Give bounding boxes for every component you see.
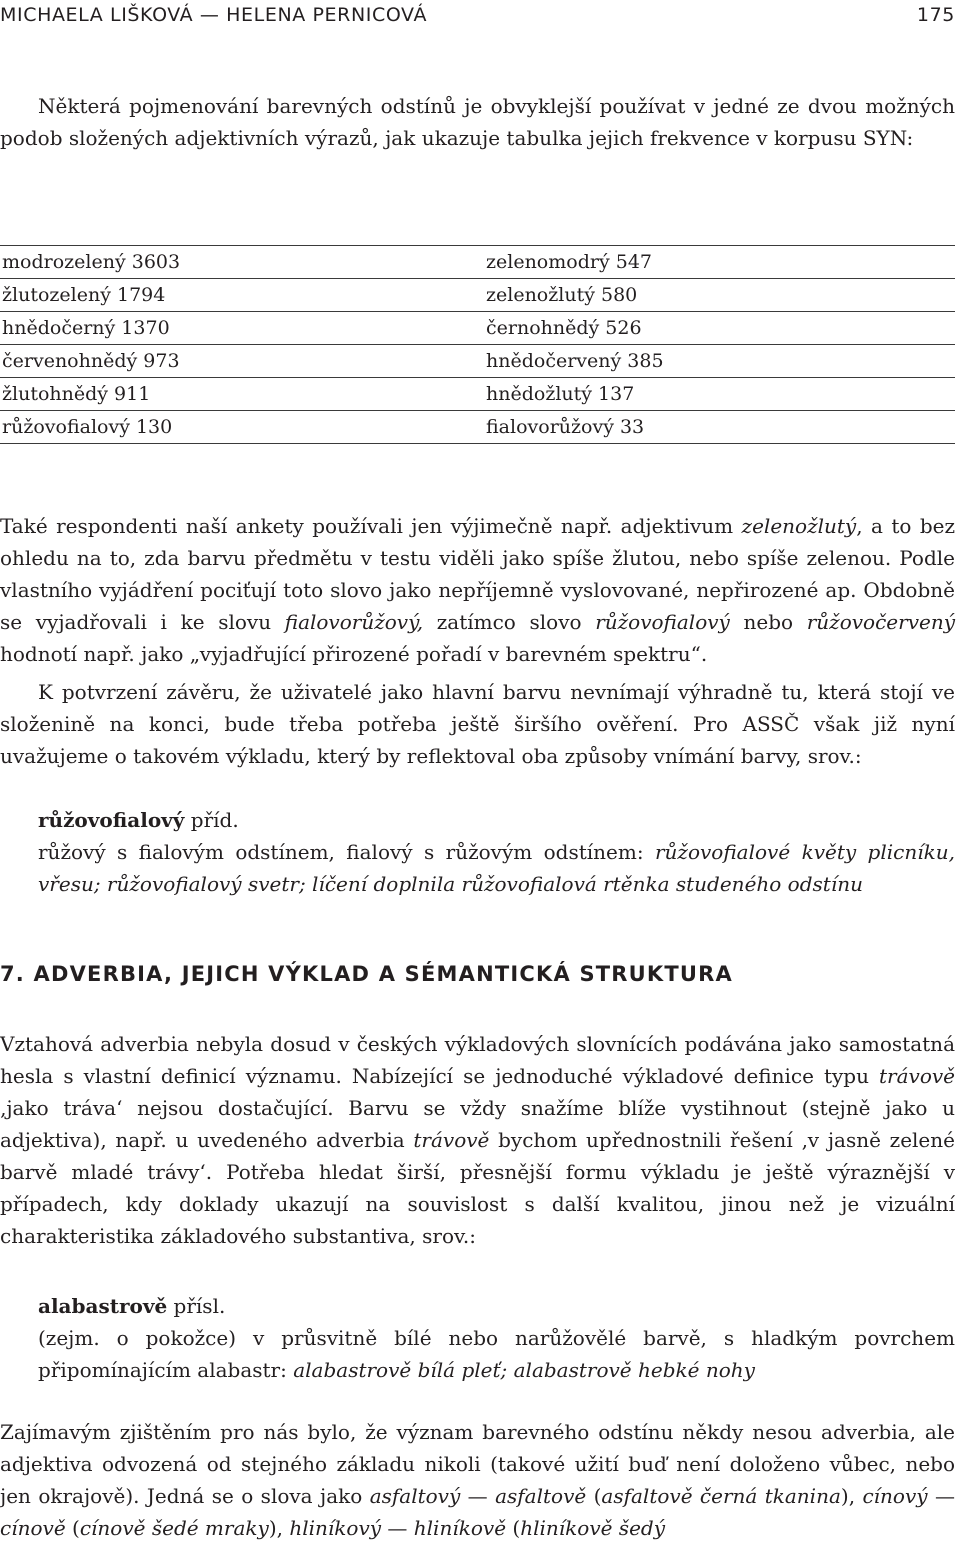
table-row bbox=[0, 312, 955, 345]
table-row bbox=[0, 378, 955, 411]
entry-headword: růžovofialový bbox=[38, 808, 185, 832]
page-number: 175 bbox=[916, 4, 955, 26]
entry-definition: (zejm. o pokožce) v průsvitně bílé nebo narůžovělé barvě, s hladkým povrchem připomínajícím alabastr: alabastrově bílá pleť; alabastrově hebké nohy bbox=[38, 1326, 955, 1382]
section-heading: 7. ADVERBIA, JEJICH VÝKLAD A SÉMANTICKÁ STRUKTURA bbox=[0, 962, 733, 986]
table-cell: hnědožlutý 137 bbox=[484, 378, 955, 411]
entry-definition: růžový s fialovým odstínem, fialový s růžovým odstínem: růžovofialové květy plicníku, vřesu; růžovofialový svetr; líčení doplnila růžovofialová rtěnka studeného odstínu bbox=[38, 840, 955, 896]
table-cell: žlutohnědý 911 bbox=[0, 378, 484, 411]
entry-headword: alabastrově bbox=[38, 1294, 168, 1318]
table-cell: hnědočerný 1370 bbox=[0, 312, 484, 345]
running-header bbox=[0, 2, 955, 30]
paragraph-adverbia: Vztahová adverbia nebyla dosud v českých výkladových slovnících podávána jako samostatná hesla s vlastní definicí významu. Nabízející se jednoduché výkladové definice typu trávově ‚jako tráva‘ nejsou dostačující. Barvu se vždy snažíme blíže vystihnout (stejně jako u adjektiva), např. u uvedeného adverbia trávově bychom upřednostnili řešení ‚v jasně zelené barvě mladé trávy‘. Potřeba hledat širší, přesnější formu výkladu je ještě výraznější v případech, kdy doklady ukazují na souvislost s další kvalitou, jinou než je vizuální charakteristika základového substantiva, srov.: bbox=[0, 1032, 955, 1248]
entry-headword-line bbox=[38, 1290, 955, 1322]
table-row bbox=[0, 246, 955, 279]
running-header-authors: MICHAELA LIŠKOVÁ — HELENA PERNICOVÁ bbox=[0, 4, 428, 26]
paragraph-respondents: Také respondenti naší ankety používali jen výjimečně např. adjektivum zelenožlutý, a to bez ohledu na to, zda barvu předmětu v testu viděli jako spíše žlutou, nebo spíše zelenou. Podle vlastního vyjádření pociťují toto slovo jako nepříjemně vyslovované, nepřirozené ap. Obdobně se vyjadřovali i ke slovu fialovorůžový, zatímco slovo růžovofialový nebo růžovočervený hodnotí např. jako „vyjadřující přirozené pořadí v barevném spektru“. bbox=[0, 514, 956, 666]
paragraph-confirmation: K potvrzení závěru, že uživatelé jako hlavní barvu nevnímají výhradně tu, která stojí ve složenině na konci, bude třeba potřeba ještě širšího ověření. Pro ASSČ však již nyní uvažujeme o takovém výkladu, který by reflektoval oba způsoby vnímání barvy, srov.: bbox=[0, 680, 955, 768]
frequency-table bbox=[0, 245, 955, 444]
paragraph-findings: Zajímavým zjištěním pro nás bylo, že význam barevného odstínu někdy nesou adverbia, ale adjektiva odvozená od stejného základu nikoli (takové užití buď není doloženo vůbec, nebo jen okrajově). Jedná se o slova jako asfaltový — asfaltově (asfaltově černá tkanina), cínový — cínově (cínově šedé mraky), hliníkový — hliníkově (hliníkově šedý bbox=[0, 1420, 955, 1540]
entry-pos: příd. bbox=[184, 808, 239, 832]
table-cell: zelenožlutý 580 bbox=[484, 279, 955, 312]
table-cell: černohnědý 526 bbox=[484, 312, 955, 345]
table-cell: fialovorůžový 33 bbox=[484, 411, 955, 444]
table-cell: růžovofialový 130 bbox=[0, 411, 484, 444]
table-cell: zelenomodrý 547 bbox=[484, 246, 955, 279]
table-cell: červenohnědý 973 bbox=[0, 345, 484, 378]
table-cell: hnědočervený 385 bbox=[484, 345, 955, 378]
dictionary-entry-alabastrove bbox=[38, 1290, 955, 1386]
table-row bbox=[0, 345, 955, 378]
entry-headword-line bbox=[38, 804, 955, 836]
table-cell: žlutozelený 1794 bbox=[0, 279, 484, 312]
dictionary-entry-ruzovofialovy bbox=[38, 804, 955, 900]
entry-pos: přísl. bbox=[167, 1294, 226, 1318]
table-row bbox=[0, 279, 955, 312]
table-row bbox=[0, 411, 955, 444]
table-cell: modrozelený 3603 bbox=[0, 246, 484, 279]
intro-paragraph: Některá pojmenování barevných odstínů je obvyklejší používat v jedné ze dvou možných podob složených adjektivních výrazů, jak ukazuje tabulka jejich frekvence v korpusu SYN: bbox=[0, 94, 955, 150]
